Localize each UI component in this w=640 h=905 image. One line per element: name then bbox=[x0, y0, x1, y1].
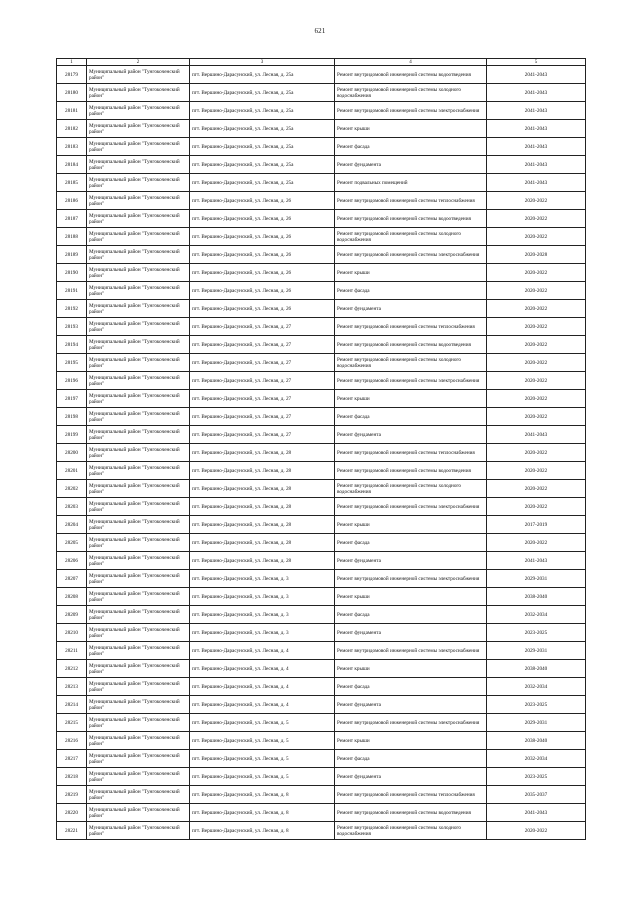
address-cell: пгт. Вершино-Дарасунский, ул. Лесная, д. 3 bbox=[190, 624, 335, 642]
record-number-cell: 28180 bbox=[57, 84, 87, 102]
table-row bbox=[57, 714, 586, 732]
municipality-cell: Муниципальный район "Тунгокоченский район" bbox=[87, 120, 190, 138]
table-header bbox=[57, 59, 586, 66]
address-cell: пгт. Вершино-Дарасунский, ул. Лесная, д. 28 bbox=[190, 498, 335, 516]
period-cell: 2041-2043 bbox=[487, 156, 586, 174]
period-cell: 2020-2022 bbox=[487, 264, 586, 282]
municipality-cell: Муниципальный район "Тунгокоченский район" bbox=[87, 822, 190, 840]
work-type-cell: Ремонт внутридомовой инженерной системы водоотведения bbox=[335, 210, 487, 228]
period-cell: 2017-2019 bbox=[487, 516, 586, 534]
record-number-cell: 28198 bbox=[57, 408, 87, 426]
record-number-cell: 28204 bbox=[57, 516, 87, 534]
municipality-cell: Муниципальный район "Тунгокоченский район" bbox=[87, 156, 190, 174]
work-type-cell: Ремонт внутридомовой инженерной системы холодного водоснабжения bbox=[335, 822, 487, 840]
period-cell: 2020-2022 bbox=[487, 480, 586, 498]
work-type-cell: Ремонт фасада bbox=[335, 678, 487, 696]
municipality-cell: Муниципальный район "Тунгокоченский район" bbox=[87, 138, 190, 156]
work-type-cell: Ремонт крыши bbox=[335, 732, 487, 750]
table-row bbox=[57, 102, 586, 120]
record-number-cell: 28196 bbox=[57, 372, 87, 390]
municipality-cell: Муниципальный район "Тунгокоченский район" bbox=[87, 696, 190, 714]
period-cell: 2023-2025 bbox=[487, 624, 586, 642]
period-cell: 2029-2031 bbox=[487, 714, 586, 732]
work-type-cell: Ремонт крыши bbox=[335, 588, 487, 606]
municipality-cell: Муниципальный район "Тунгокоченский район" bbox=[87, 264, 190, 282]
column-header-4: 4 bbox=[335, 59, 487, 66]
address-cell: пгт. Вершино-Дарасунский, ул. Лесная, д. 28 bbox=[190, 552, 335, 570]
period-cell: 2032-2034 bbox=[487, 606, 586, 624]
work-type-cell: Ремонт внутридомовой инженерной системы водоотведения bbox=[335, 66, 487, 84]
address-cell: пгт. Вершино-Дарасунский, ул. Лесная, д. 25а bbox=[190, 120, 335, 138]
address-cell: пгт. Вершино-Дарасунский, ул. Лесная, д. 25а bbox=[190, 138, 335, 156]
table-row bbox=[57, 192, 586, 210]
record-number-cell: 28203 bbox=[57, 498, 87, 516]
municipality-cell: Муниципальный район "Тунгокоченский район" bbox=[87, 354, 190, 372]
record-number-cell: 28206 bbox=[57, 552, 87, 570]
address-cell: пгт. Вершино-Дарасунский, ул. Лесная, д. 25а bbox=[190, 156, 335, 174]
work-type-cell: Ремонт внутридомовой инженерной системы электроснабжения bbox=[335, 642, 487, 660]
work-type-cell: Ремонт фундамента bbox=[335, 624, 487, 642]
period-cell: 2032-2034 bbox=[487, 678, 586, 696]
work-type-cell: Ремонт внутридомовой инженерной системы холодного водоснабжения bbox=[335, 84, 487, 102]
work-type-cell: Ремонт внутридомовой инженерной системы электроснабжения bbox=[335, 570, 487, 588]
table-row bbox=[57, 786, 586, 804]
record-number-cell: 28212 bbox=[57, 660, 87, 678]
address-cell: пгт. Вершино-Дарасунский, ул. Лесная, д. 8 bbox=[190, 804, 335, 822]
work-type-cell: Ремонт внутридомовой инженерной системы холодного водоснабжения bbox=[335, 228, 487, 246]
address-cell: пгт. Вершино-Дарасунский, ул. Лесная, д. 28 bbox=[190, 534, 335, 552]
municipality-cell: Муниципальный район "Тунгокоченский район" bbox=[87, 318, 190, 336]
municipality-cell: Муниципальный район "Тунгокоченский район" bbox=[87, 228, 190, 246]
municipality-cell: Муниципальный район "Тунгокоченский район" bbox=[87, 534, 190, 552]
work-type-cell: Ремонт крыши bbox=[335, 120, 487, 138]
table-row bbox=[57, 750, 586, 768]
municipality-cell: Муниципальный район "Тунгокоченский район" bbox=[87, 174, 190, 192]
work-type-cell: Ремонт внутридомовой инженерной системы теплоснабжения bbox=[335, 318, 487, 336]
table-row bbox=[57, 120, 586, 138]
work-type-cell: Ремонт крыши bbox=[335, 264, 487, 282]
record-number-cell: 28185 bbox=[57, 174, 87, 192]
table-row bbox=[57, 408, 586, 426]
table-row bbox=[57, 534, 586, 552]
table-row bbox=[57, 336, 586, 354]
table-row bbox=[57, 678, 586, 696]
table-row bbox=[57, 138, 586, 156]
municipality-cell: Муниципальный район "Тунгокоченский район" bbox=[87, 408, 190, 426]
record-number-cell: 28179 bbox=[57, 66, 87, 84]
period-cell: 2020-2022 bbox=[487, 192, 586, 210]
table-row bbox=[57, 624, 586, 642]
work-type-cell: Ремонт внутридомовой инженерной системы водоотведения bbox=[335, 462, 487, 480]
address-cell: пгт. Вершино-Дарасунский, ул. Лесная, д. 27 bbox=[190, 426, 335, 444]
table-row bbox=[57, 480, 586, 498]
table-row bbox=[57, 282, 586, 300]
address-cell: пгт. Вершино-Дарасунский, ул. Лесная, д. 25а bbox=[190, 66, 335, 84]
period-cell: 2041-2043 bbox=[487, 120, 586, 138]
record-number-cell: 28188 bbox=[57, 228, 87, 246]
record-number-cell: 28210 bbox=[57, 624, 87, 642]
period-cell: 2020-2022 bbox=[487, 318, 586, 336]
repair-schedule-table bbox=[56, 58, 586, 840]
period-cell: 2038-2040 bbox=[487, 588, 586, 606]
municipality-cell: Муниципальный район "Тунгокоченский район" bbox=[87, 498, 190, 516]
record-number-cell: 28183 bbox=[57, 138, 87, 156]
record-number-cell: 28205 bbox=[57, 534, 87, 552]
municipality-cell: Муниципальный район "Тунгокоченский район" bbox=[87, 570, 190, 588]
address-cell: пгт. Вершино-Дарасунский, ул. Лесная, д. 26 bbox=[190, 264, 335, 282]
municipality-cell: Муниципальный район "Тунгокоченский район" bbox=[87, 624, 190, 642]
record-number-cell: 28191 bbox=[57, 282, 87, 300]
address-cell: пгт. Вершино-Дарасунский, ул. Лесная, д. 26 bbox=[190, 300, 335, 318]
municipality-cell: Муниципальный район "Тунгокоченский район" bbox=[87, 246, 190, 264]
period-cell: 2020-2022 bbox=[487, 462, 586, 480]
work-type-cell: Ремонт фасада bbox=[335, 750, 487, 768]
address-cell: пгт. Вершино-Дарасунский, ул. Лесная, д. 27 bbox=[190, 336, 335, 354]
record-number-cell: 28187 bbox=[57, 210, 87, 228]
municipality-cell: Муниципальный район "Тунгокоченский район" bbox=[87, 192, 190, 210]
record-number-cell: 28182 bbox=[57, 120, 87, 138]
table-row bbox=[57, 462, 586, 480]
period-cell: 2041-2043 bbox=[487, 174, 586, 192]
work-type-cell: Ремонт внутридомовой инженерной системы холодного водоснабжения bbox=[335, 354, 487, 372]
column-header-3: 3 bbox=[190, 59, 335, 66]
work-type-cell: Ремонт крыши bbox=[335, 390, 487, 408]
work-type-cell: Ремонт крыши bbox=[335, 660, 487, 678]
table-row bbox=[57, 696, 586, 714]
record-number-cell: 28217 bbox=[57, 750, 87, 768]
municipality-cell: Муниципальный район "Тунгокоченский район" bbox=[87, 462, 190, 480]
address-cell: пгт. Вершино-Дарасунский, ул. Лесная, д. 8 bbox=[190, 786, 335, 804]
work-type-cell: Ремонт фундамента bbox=[335, 426, 487, 444]
period-cell: 2023-2025 bbox=[487, 696, 586, 714]
record-number-cell: 28202 bbox=[57, 480, 87, 498]
record-number-cell: 28208 bbox=[57, 588, 87, 606]
work-type-cell: Ремонт внутридомовой инженерной системы теплоснабжения bbox=[335, 444, 487, 462]
record-number-cell: 28197 bbox=[57, 390, 87, 408]
table-row bbox=[57, 606, 586, 624]
period-cell: 2020-2022 bbox=[487, 336, 586, 354]
table-row bbox=[57, 210, 586, 228]
period-cell: 2020-2022 bbox=[487, 354, 586, 372]
table-row bbox=[57, 84, 586, 102]
record-number-cell: 28211 bbox=[57, 642, 87, 660]
municipality-cell: Муниципальный район "Тунгокоченский район" bbox=[87, 210, 190, 228]
address-cell: пгт. Вершино-Дарасунский, ул. Лесная, д. 25а bbox=[190, 174, 335, 192]
record-number-cell: 28201 bbox=[57, 462, 87, 480]
work-type-cell: Ремонт внутридомовой инженерной системы холодного водоснабжения bbox=[335, 480, 487, 498]
table-row bbox=[57, 174, 586, 192]
work-type-cell: Ремонт внутридомовой инженерной системы электроснабжения bbox=[335, 246, 487, 264]
header-row bbox=[57, 59, 586, 66]
address-cell: пгт. Вершино-Дарасунский, ул. Лесная, д. 5 bbox=[190, 768, 335, 786]
municipality-cell: Муниципальный район "Тунгокоченский район" bbox=[87, 660, 190, 678]
address-cell: пгт. Вершино-Дарасунский, ул. Лесная, д. 3 bbox=[190, 570, 335, 588]
table-row bbox=[57, 570, 586, 588]
table-row bbox=[57, 804, 586, 822]
record-number-cell: 28216 bbox=[57, 732, 87, 750]
municipality-cell: Муниципальный район "Тунгокоченский район" bbox=[87, 372, 190, 390]
period-cell: 2020-2022 bbox=[487, 282, 586, 300]
period-cell: 2020-2022 bbox=[487, 444, 586, 462]
table-row bbox=[57, 660, 586, 678]
municipality-cell: Муниципальный район "Тунгокоченский район" bbox=[87, 282, 190, 300]
record-number-cell: 28221 bbox=[57, 822, 87, 840]
period-cell: 2041-2043 bbox=[487, 84, 586, 102]
work-type-cell: Ремонт внутридомовой инженерной системы электроснабжения bbox=[335, 102, 487, 120]
municipality-cell: Муниципальный район "Тунгокоченский район" bbox=[87, 768, 190, 786]
record-number-cell: 28186 bbox=[57, 192, 87, 210]
work-type-cell: Ремонт внутридомовой инженерной системы электроснабжения bbox=[335, 372, 487, 390]
address-cell: пгт. Вершино-Дарасунский, ул. Лесная, д. 3 bbox=[190, 588, 335, 606]
record-number-cell: 28207 bbox=[57, 570, 87, 588]
municipality-cell: Муниципальный район "Тунгокоченский район" bbox=[87, 750, 190, 768]
municipality-cell: Муниципальный район "Тунгокоченский район" bbox=[87, 552, 190, 570]
period-cell: 2020-2022 bbox=[487, 822, 586, 840]
table-row bbox=[57, 822, 586, 840]
period-cell: 2020-2022 bbox=[487, 372, 586, 390]
column-header-1: 1 bbox=[57, 59, 87, 66]
address-cell: пгт. Вершино-Дарасунский, ул. Лесная, д. 27 bbox=[190, 390, 335, 408]
period-cell: 2029-2031 bbox=[487, 642, 586, 660]
work-type-cell: Ремонт фундамента bbox=[335, 768, 487, 786]
address-cell: пгт. Вершино-Дарасунский, ул. Лесная, д. 5 bbox=[190, 714, 335, 732]
period-cell: 2020-2022 bbox=[487, 210, 586, 228]
work-type-cell: Ремонт внутридомовой инженерной системы теплоснабжения bbox=[335, 192, 487, 210]
period-cell: 2020-2028 bbox=[487, 246, 586, 264]
work-type-cell: Ремонт фундамента bbox=[335, 156, 487, 174]
record-number-cell: 28215 bbox=[57, 714, 87, 732]
table-row bbox=[57, 498, 586, 516]
period-cell: 2020-2022 bbox=[487, 408, 586, 426]
period-cell: 2029-2031 bbox=[487, 570, 586, 588]
period-cell: 2041-2043 bbox=[487, 138, 586, 156]
record-number-cell: 28181 bbox=[57, 102, 87, 120]
work-type-cell: Ремонт крыши bbox=[335, 516, 487, 534]
municipality-cell: Муниципальный район "Тунгокоченский район" bbox=[87, 516, 190, 534]
municipality-cell: Муниципальный район "Тунгокоченский район" bbox=[87, 642, 190, 660]
municipality-cell: Муниципальный район "Тунгокоченский район" bbox=[87, 102, 190, 120]
record-number-cell: 28195 bbox=[57, 354, 87, 372]
address-cell: пгт. Вершино-Дарасунский, ул. Лесная, д. 28 bbox=[190, 462, 335, 480]
table-row bbox=[57, 426, 586, 444]
period-cell: 2032-2034 bbox=[487, 750, 586, 768]
address-cell: пгт. Вершино-Дарасунский, ул. Лесная, д. 27 bbox=[190, 354, 335, 372]
work-type-cell: Ремонт внутридомовой инженерной системы электроснабжения bbox=[335, 714, 487, 732]
work-type-cell: Ремонт внутридомовой инженерной системы водоотведения bbox=[335, 336, 487, 354]
table-row bbox=[57, 732, 586, 750]
address-cell: пгт. Вершино-Дарасунский, ул. Лесная, д. 4 bbox=[190, 660, 335, 678]
record-number-cell: 28214 bbox=[57, 696, 87, 714]
record-number-cell: 28190 bbox=[57, 264, 87, 282]
table-row bbox=[57, 390, 586, 408]
period-cell: 2035-2037 bbox=[487, 786, 586, 804]
record-number-cell: 28184 bbox=[57, 156, 87, 174]
municipality-cell: Муниципальный район "Тунгокоченский район" bbox=[87, 786, 190, 804]
table-row bbox=[57, 66, 586, 84]
table-row bbox=[57, 246, 586, 264]
period-cell: 2041-2043 bbox=[487, 804, 586, 822]
table-row bbox=[57, 588, 586, 606]
work-type-cell: Ремонт фасада bbox=[335, 138, 487, 156]
table-row bbox=[57, 642, 586, 660]
municipality-cell: Муниципальный район "Тунгокоченский район" bbox=[87, 444, 190, 462]
address-cell: пгт. Вершино-Дарасунский, ул. Лесная, д. 5 bbox=[190, 732, 335, 750]
municipality-cell: Муниципальный район "Тунгокоченский район" bbox=[87, 390, 190, 408]
period-cell: 2020-2022 bbox=[487, 390, 586, 408]
table-row bbox=[57, 264, 586, 282]
table-body bbox=[57, 66, 586, 840]
work-type-cell: Ремонт фасада bbox=[335, 534, 487, 552]
municipality-cell: Муниципальный район "Тунгокоченский район" bbox=[87, 588, 190, 606]
period-cell: 2041-2043 bbox=[487, 426, 586, 444]
period-cell: 2020-2022 bbox=[487, 498, 586, 516]
record-number-cell: 28193 bbox=[57, 318, 87, 336]
address-cell: пгт. Вершино-Дарасунский, ул. Лесная, д. 27 bbox=[190, 372, 335, 390]
address-cell: пгт. Вершино-Дарасунский, ул. Лесная, д. 28 bbox=[190, 516, 335, 534]
record-number-cell: 28200 bbox=[57, 444, 87, 462]
work-type-cell: Ремонт внутридомовой инженерной системы теплоснабжения bbox=[335, 786, 487, 804]
municipality-cell: Муниципальный район "Тунгокоченский район" bbox=[87, 300, 190, 318]
municipality-cell: Муниципальный район "Тунгокоченский район" bbox=[87, 714, 190, 732]
municipality-cell: Муниципальный район "Тунгокоченский район" bbox=[87, 84, 190, 102]
municipality-cell: Муниципальный район "Тунгокоченский район" bbox=[87, 804, 190, 822]
column-header-2: 2 bbox=[87, 59, 190, 66]
work-type-cell: Ремонт подвальных помещений bbox=[335, 174, 487, 192]
municipality-cell: Муниципальный район "Тунгокоченский район" bbox=[87, 480, 190, 498]
page-number: 621 bbox=[314, 27, 326, 35]
work-type-cell: Ремонт фасада bbox=[335, 606, 487, 624]
record-number-cell: 28199 bbox=[57, 426, 87, 444]
record-number-cell: 28194 bbox=[57, 336, 87, 354]
municipality-cell: Муниципальный район "Тунгокоченский район" bbox=[87, 606, 190, 624]
address-cell: пгт. Вершино-Дарасунский, ул. Лесная, д. 26 bbox=[190, 228, 335, 246]
work-type-cell: Ремонт внутридомовой инженерной системы водоотведения bbox=[335, 804, 487, 822]
address-cell: пгт. Вершино-Дарасунский, ул. Лесная, д. 4 bbox=[190, 678, 335, 696]
address-cell: пгт. Вершино-Дарасунский, ул. Лесная, д. 26 bbox=[190, 282, 335, 300]
municipality-cell: Муниципальный район "Тунгокоченский район" bbox=[87, 426, 190, 444]
period-cell: 2041-2043 bbox=[487, 552, 586, 570]
table-row bbox=[57, 300, 586, 318]
address-cell: пгт. Вершино-Дарасунский, ул. Лесная, д. 3 bbox=[190, 606, 335, 624]
record-number-cell: 28192 bbox=[57, 300, 87, 318]
record-number-cell: 28213 bbox=[57, 678, 87, 696]
address-cell: пгт. Вершино-Дарасунский, ул. Лесная, д. 25а bbox=[190, 102, 335, 120]
column-header-5: 5 bbox=[487, 59, 586, 66]
period-cell: 2020-2022 bbox=[487, 228, 586, 246]
municipality-cell: Муниципальный район "Тунгокоченский район" bbox=[87, 732, 190, 750]
address-cell: пгт. Вершино-Дарасунский, ул. Лесная, д. 27 bbox=[190, 408, 335, 426]
address-cell: пгт. Вершино-Дарасунский, ул. Лесная, д. 28 bbox=[190, 444, 335, 462]
work-type-cell: Ремонт фундамента bbox=[335, 300, 487, 318]
table-row bbox=[57, 354, 586, 372]
work-type-cell: Ремонт фундамента bbox=[335, 552, 487, 570]
period-cell: 2038-2040 bbox=[487, 732, 586, 750]
address-cell: пгт. Вершино-Дарасунский, ул. Лесная, д. 26 bbox=[190, 246, 335, 264]
municipality-cell: Муниципальный район "Тунгокоченский район" bbox=[87, 66, 190, 84]
table-row bbox=[57, 228, 586, 246]
period-cell: 2038-2040 bbox=[487, 660, 586, 678]
address-cell: пгт. Вершино-Дарасунский, ул. Лесная, д. 4 bbox=[190, 642, 335, 660]
period-cell: 2020-2022 bbox=[487, 300, 586, 318]
record-number-cell: 28219 bbox=[57, 786, 87, 804]
period-cell: 2041-2043 bbox=[487, 102, 586, 120]
record-number-cell: 28218 bbox=[57, 768, 87, 786]
address-cell: пгт. Вершино-Дарасунский, ул. Лесная, д. 26 bbox=[190, 210, 335, 228]
work-type-cell: Ремонт внутридомовой инженерной системы электроснабжения bbox=[335, 498, 487, 516]
period-cell: 2020-2022 bbox=[487, 534, 586, 552]
address-cell: пгт. Вершино-Дарасунский, ул. Лесная, д. 4 bbox=[190, 696, 335, 714]
table-row bbox=[57, 318, 586, 336]
work-type-cell: Ремонт фундамента bbox=[335, 696, 487, 714]
table-row bbox=[57, 372, 586, 390]
table-row bbox=[57, 156, 586, 174]
period-cell: 2041-2043 bbox=[487, 66, 586, 84]
address-cell: пгт. Вершино-Дарасунский, ул. Лесная, д. 26 bbox=[190, 192, 335, 210]
table-row bbox=[57, 516, 586, 534]
address-cell: пгт. Вершино-Дарасунский, ул. Лесная, д. 28 bbox=[190, 480, 335, 498]
table-row bbox=[57, 444, 586, 462]
address-cell: пгт. Вершино-Дарасунский, ул. Лесная, д. 5 bbox=[190, 750, 335, 768]
work-type-cell: Ремонт фасада bbox=[335, 282, 487, 300]
municipality-cell: Муниципальный район "Тунгокоченский район" bbox=[87, 678, 190, 696]
record-number-cell: 28220 bbox=[57, 804, 87, 822]
address-cell: пгт. Вершино-Дарасунский, ул. Лесная, д. 27 bbox=[190, 318, 335, 336]
address-cell: пгт. Вершино-Дарасунский, ул. Лесная, д. 8 bbox=[190, 822, 335, 840]
work-type-cell: Ремонт фасада bbox=[335, 408, 487, 426]
address-cell: пгт. Вершино-Дарасунский, ул. Лесная, д. 25а bbox=[190, 84, 335, 102]
table-row bbox=[57, 768, 586, 786]
record-number-cell: 28209 bbox=[57, 606, 87, 624]
table-row bbox=[57, 552, 586, 570]
period-cell: 2023-2025 bbox=[487, 768, 586, 786]
record-number-cell: 28189 bbox=[57, 246, 87, 264]
municipality-cell: Муниципальный район "Тунгокоченский район" bbox=[87, 336, 190, 354]
